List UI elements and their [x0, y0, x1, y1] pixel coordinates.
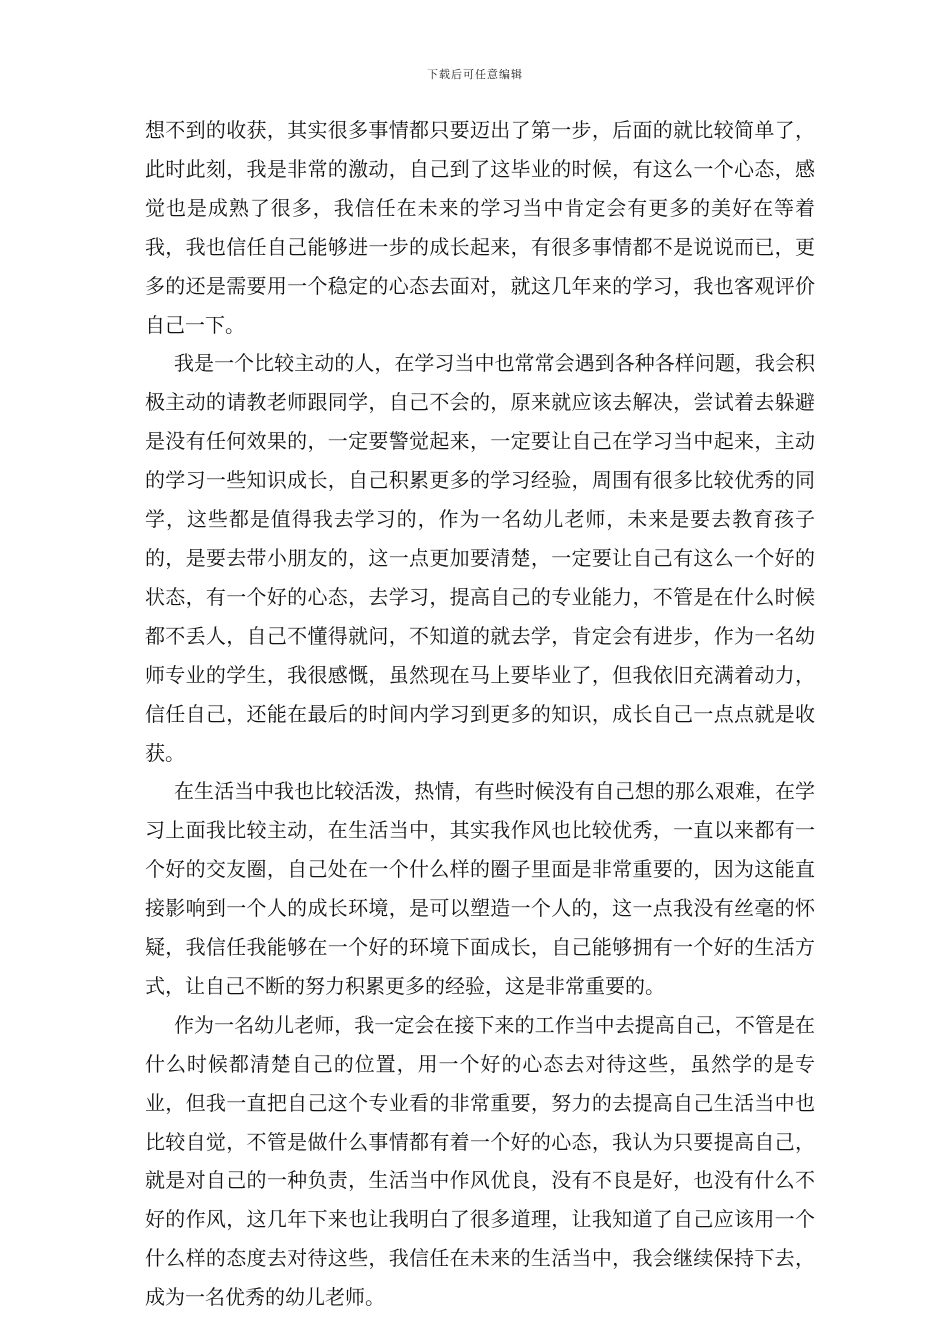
page-header: 下载后可任意编辑: [427, 68, 523, 81]
paragraph-3: 在生活当中我也比较活泼，热情，有些时候没有自己想的那么艰难，在学习上面我比较主动，在生活当中，其实我作风也比较优秀，一直以来都有一个好的交友圈，自己处在一个什么样的圈子里面是非常重要的，因为这能直接影响到一个人的成长环境，是可以塑造一个人的，这一点我没有丝毫的怀疑，我信任我能够在一个好的环境下面成长，自己能够拥有一个好的生活方式，让自己不断的努力积累更多的经验，这是非常重要的。: [145, 779, 815, 998]
paragraph-2: 我是一个比较主动的人，在学习当中也常常会遇到各种各样问题，我会积极主动的请教老师跟同学，自己不会的，原来就应该去解决，尝试着去躲避是没有任何效果的，一定要警觉起来，一定要让自己在学习当中起来，主动的学习一些知识成长，自己积累更多的学习经验，周围有很多比较优秀的同学，这些都是值得我去学习的，作为一名幼儿老师，未来是要去教育孩子的，是要去带小朋友的，这一点更加要清楚，一定要让自己有这么一个好的状态，有一个好的心态，去学习，提高自己的专业能力，不管是在什么时候都不丢人，自己不懂得就问，不知道的就去学，肯定会有进步，作为一名幼师专业的学生，我很感慨，虽然现在马上要毕业了，但我依旧充满着动力，信任自己，还能在最后的时间内学习到更多的知识，成长自己一点点就是收获。: [145, 351, 815, 765]
paragraph-4: 作为一名幼儿老师，我一定会在接下来的工作当中去提高自己，不管是在什么时候都清楚自己的位置，用一个好的心态去对待这些，虽然学的是专业，但我一直把自己这个专业看的非常重要，努力的去提高自己生活当中也比较自觉，不管是做什么事情都有着一个好的心态，我认为只要提高自己，就是对自己的一种负责，生活当中作风优良，没有不良是好，也没有什么不好的作风，这几年下来也让我明白了很多道理，让我知道了自己应该用一个什么样的态度去对待这些，我信任在未来的生活当中，我会继续保持下去，成为一名优秀的幼儿老师。: [145, 1012, 815, 1310]
paragraph-1: 想不到的收获，其实很多事情都只要迈出了第一步，后面的就比较简单了，此时此刻，我是非常的激动，自己到了这毕业的时候，有这么一个心态，感觉也是成熟了很多，我信任在未来的学习当中肯定会有更多的美好在等着我，我也信任自己能够进一步的成长起来，有很多事情都不是说说而已，更多的还是需要用一个稳定的心态去面对，就这几年来的学习，我也客观评价自己一下。: [145, 118, 815, 337]
document-body: [145, 111, 815, 1317]
